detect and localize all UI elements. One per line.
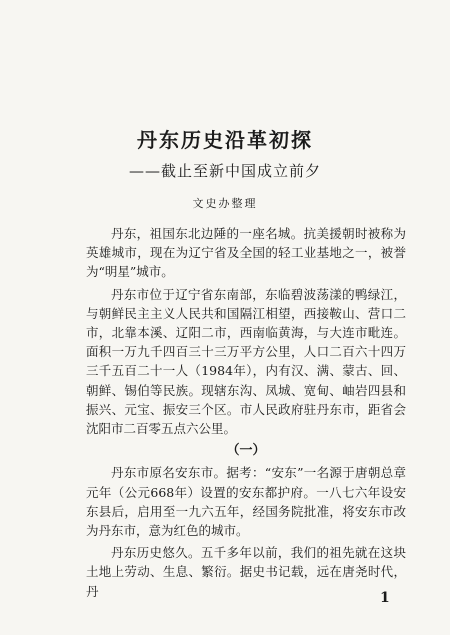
paragraph-3: 丹东市原名安东市。据考：“安东”一名源于唐朝总章元年（公元668年）设置的安东都护府。一八七六年设安东县后，启用至一九六五年，经国务院批准，将安东市改为丹东市，意为红色的城市。 bbox=[86, 465, 406, 539]
document-subtitle: ——截止至新中国成立前夕 bbox=[128, 162, 321, 180]
paragraph-1: 丹东，祖国东北边陲的一座名城。抗美援朝时被称为英雄城市，现在为辽宁省及全国的轻工业基地之一，被誉为“明星”城市。 bbox=[86, 226, 406, 280]
document-body bbox=[86, 224, 406, 601]
paragraph-2: 丹东市位于辽宁省东南部，东临碧波荡漾的鸭绿江，与朝鲜民主主义人民共和国隔江相望，西接鞍山、营口二市，北靠本溪、辽阳二市，西南临黄海，与大连市毗连。面积一万九千四百三十三万平方公里，人口二百六十四万三千五百二十一人（1984年），内有汉、满、蒙古、回、朝鲜、锡伯等民族。现辖东沟、凤城、宽甸、岫岩四县和振兴、元宝、振安三个区。市人民政府驻丹东市，距省会沈阳市二百零五点六公里。 bbox=[86, 286, 406, 437]
page-number: 1 bbox=[380, 590, 390, 606]
document-title: 丹东历史沿革初探 bbox=[137, 128, 313, 152]
paragraph-4: 丹东历史悠久。五千多年以前，我们的祖先就在这块土地上劳动、生息、繁衍。据史书记载，远在唐尧时代，丹 bbox=[86, 545, 406, 599]
section-heading: （一） bbox=[226, 443, 266, 459]
document-author: 文史办整理 bbox=[192, 197, 258, 210]
